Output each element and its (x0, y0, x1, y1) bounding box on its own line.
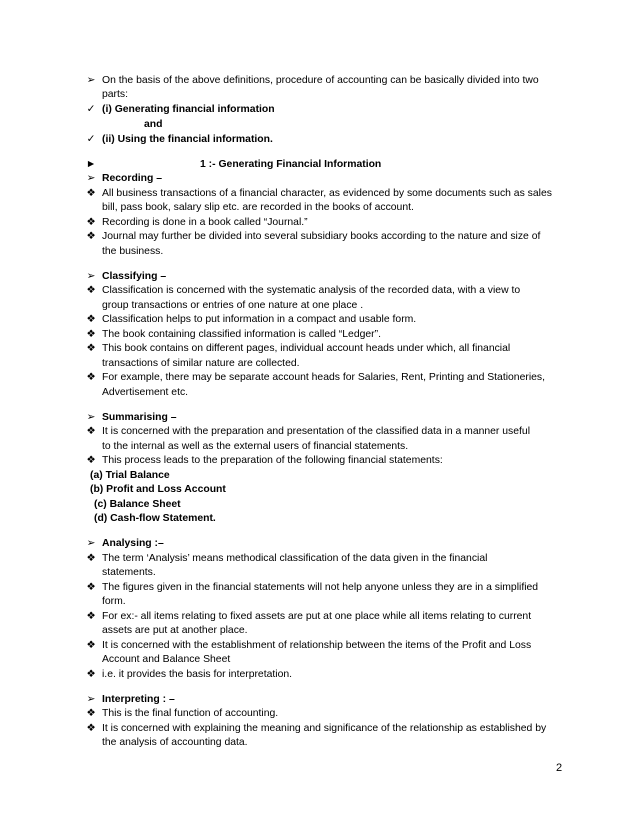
intro-text: On the basis of the above definitions, procedure of accounting can be basically divided into two (102, 75, 539, 86)
page-number: 2 (556, 762, 563, 774)
diamond-bullet-icon: ❖ (86, 314, 96, 325)
list-item-text: the business. (102, 246, 164, 257)
list-item-text: This is the final function of accounting. (102, 708, 279, 719)
list-item-text: This process leads to the preparation of the following financial statements: (102, 455, 443, 466)
list-item-text: Account and Balance Sheet (102, 654, 231, 665)
interpreting-title-text: Interpreting : – (102, 694, 175, 705)
list-item-text: Journal may further be divided into several subsidiary books according to the nature and size of (102, 231, 541, 242)
list-item-text: All business transactions of a financial character, as evidenced by some documents such as sales (102, 188, 552, 199)
arrow-bullet-icon: ➢ (86, 271, 96, 282)
list-item-text: bill, pass book, salary slip etc. are recorded in the books of account. (102, 202, 414, 213)
part-1-text: (i) Generating financial information (102, 104, 275, 115)
diamond-bullet-icon: ❖ (86, 582, 96, 593)
diamond-bullet-icon: ❖ (86, 426, 96, 437)
diamond-bullet-icon: ❖ (86, 640, 96, 651)
diamond-bullet-icon: ❖ (86, 723, 96, 734)
diamond-bullet-icon: ❖ (86, 611, 96, 622)
diamond-bullet-icon: ❖ (86, 455, 96, 466)
check-bullet-icon: ✓ (86, 104, 96, 115)
statement-text: (c) Balance Sheet (94, 499, 181, 510)
diamond-bullet-icon: ❖ (86, 188, 96, 199)
arrow-bullet-icon: ➢ (86, 173, 96, 184)
diamond-bullet-icon: ❖ (86, 708, 96, 719)
list-item-text: This book contains on different pages, individual account heads under which, all financial (102, 343, 511, 354)
list-item-text: It is concerned with the preparation and presentation of the classified data in a manner useful (102, 426, 531, 437)
diamond-bullet-icon: ❖ (86, 669, 96, 680)
list-item-text: It is concerned with explaining the meaning and significance of the relationship as established by (102, 723, 547, 734)
diamond-bullet-icon: ❖ (86, 231, 96, 242)
analysing-title-text: Analysing :– (102, 538, 164, 549)
list-item-text: Classification helps to put information in a compact and usable form. (102, 314, 417, 325)
statement-text: (b) Profit and Loss Account (90, 484, 226, 495)
list-item-text: It is concerned with the establishment of relationship between the items of the Profit and Loss (102, 640, 532, 651)
diamond-bullet-icon: ❖ (86, 372, 96, 383)
arrow-bullet-icon: ➢ (86, 694, 96, 705)
intro-text: parts: (102, 89, 128, 100)
list-item-text: The figures given in the financial statements will not help anyone unless they are in a simplified (102, 582, 539, 593)
list-item-text: statements. (102, 567, 156, 578)
list-item-text: Classification is concerned with the systematic analysis of the recorded data, with a view to (102, 285, 521, 296)
summarising-title-text: Summarising – (102, 412, 177, 423)
list-item-text: transactions of similar nature are collected. (102, 358, 300, 369)
list-item-text: For example, there may be separate account heads for Salaries, Rent, Printing and Stationeries, (102, 372, 545, 383)
diamond-bullet-icon: ❖ (86, 329, 96, 340)
statement-text: (a) Trial Balance (90, 470, 170, 481)
classifying-title-text: Classifying – (102, 271, 167, 282)
part-2-text: (ii) Using the financial information. (102, 134, 273, 145)
arrow-bullet-icon: ➢ (86, 75, 96, 86)
list-item-text: i.e. it provides the basis for interpretation. (102, 669, 293, 680)
section-heading-text: 1 :- Generating Financial Information (200, 159, 382, 170)
diamond-bullet-icon: ❖ (86, 217, 96, 228)
diamond-bullet-icon: ❖ (86, 285, 96, 296)
arrow-bullet-icon: ➢ (86, 412, 96, 423)
list-item-text: For ex:- all items relating to fixed assets are put at one place while all items relating to current (102, 611, 532, 622)
list-item-text: Recording is done in a book called “Journal.” (102, 217, 308, 228)
arrow-bullet-icon: ➢ (86, 538, 96, 549)
statement-text: (d) Cash-flow Statement. (94, 513, 216, 524)
list-item-text: the analysis of accounting data. (102, 737, 248, 748)
list-item-text: The term ‘Analysis’ means methodical classification of the data given in the financial (102, 553, 488, 564)
list-item-text: to the internal as well as the external users of financial statements. (102, 441, 409, 452)
recording-title-text: Recording – (102, 173, 163, 184)
list-item-text: assets are put at another place. (102, 625, 248, 636)
check-bullet-icon: ✓ (86, 134, 96, 145)
and-text: and (144, 119, 163, 130)
pointer-icon: ► (85, 159, 97, 170)
list-item-text: form. (102, 596, 126, 607)
diamond-bullet-icon: ❖ (86, 553, 96, 564)
diamond-bullet-icon: ❖ (86, 343, 96, 354)
list-item-text: Advertisement etc. (102, 387, 189, 398)
list-item-text: The book containing classified information is called “Ledger”. (102, 329, 381, 340)
list-item-text: group transactions or entries of one nature at one place . (102, 300, 364, 311)
